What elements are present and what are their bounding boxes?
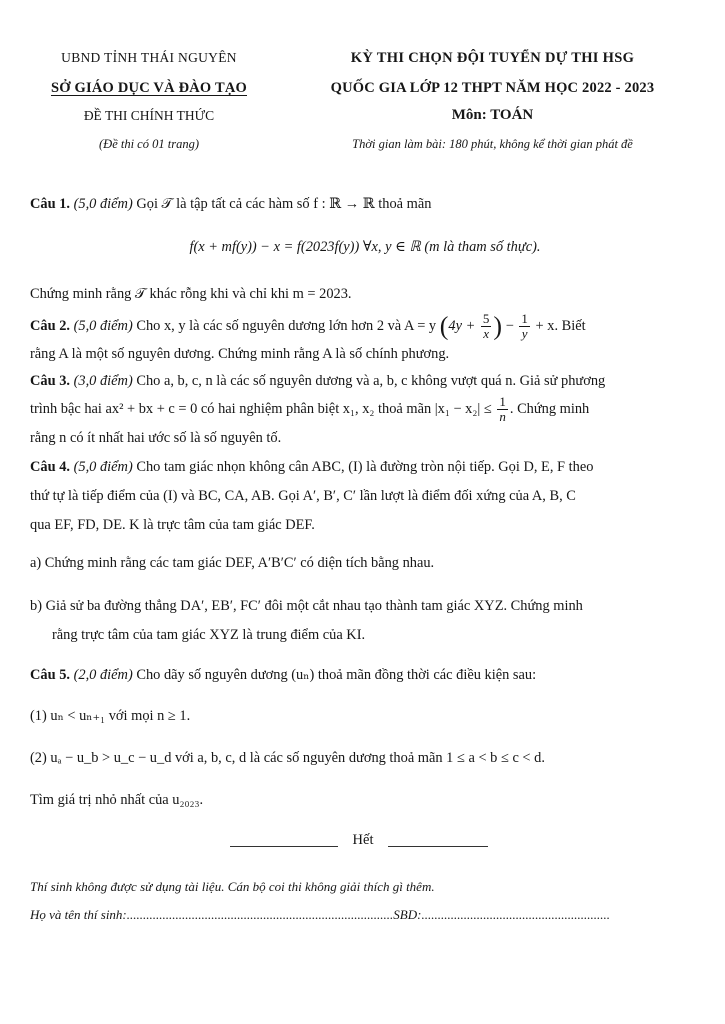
question-3-line2: trình bậc hai ax² + bx + c = 0 có hai nghiệm phân biệt x₁, x₂ thoả mãn |x₁ − x₂| ≤ $\frac{1}{n}$ . Chứng minh bbox=[30, 394, 590, 425]
header-duration: Thời gian làm bài: 180 phút, không kể thời gian phát đề bbox=[352, 137, 633, 151]
header-province: UBND TỈNH THÁI NGUYÊN bbox=[61, 50, 237, 65]
question-4-part-b-line2: rằng trực tâm của tam giác XYZ là trung điểm của KI. bbox=[52, 627, 366, 643]
question-1-points: (5,0 điểm) bbox=[73, 196, 133, 212]
header-exam-title: KỲ THI CHỌN ĐỘI TUYỂN DỰ THI HSG bbox=[350, 50, 635, 66]
fraction-1-over-y: $\frac{1}{y}$ bbox=[521, 311, 528, 342]
question-3-line3: rằng n có ít nhất hai ước số là số nguyên tố. bbox=[30, 430, 282, 446]
end-mark: Hết bbox=[352, 832, 374, 848]
question-1-conclusion: Chứng minh rằng 𝒯 khác rỗng khi và chỉ khi m = 2023. bbox=[30, 286, 352, 302]
question-3-label: Câu 3. bbox=[30, 373, 70, 389]
question-4-line3: qua EF, FD, DE. K là trực tâm của tam giác DEF. bbox=[30, 517, 315, 533]
question-5-ask: Tìm giá trị nhỏ nhất của u₂₀₂₃. bbox=[30, 792, 204, 808]
question-3-points: (3,0 điểm) bbox=[73, 373, 133, 389]
question-2-line1: Câu 2. (5,0 điểm) Cho x, y là các số nguyên dương lớn hơn 2 và A = y (4y + $\frac{5}{x}$ ) − $\frac{1}{y}$ + x. Biết bbox=[30, 311, 586, 342]
question-4-part-a: a) Chứng minh rằng các tam giác DEF, A′B′C′ có diện tích bằng nhau. bbox=[30, 555, 435, 571]
header-page-count: (Đề thi có 01 trang) bbox=[99, 137, 199, 151]
header-subject: Môn: TOÁN bbox=[451, 107, 534, 123]
question-4-line1: Câu 4. (5,0 điểm) Cho tam giác nhọn không cân ABC, (I) là đường tròn nội tiếp. Gọi D, E, F theo bbox=[30, 459, 594, 475]
candidate-sbd-label: SBD: bbox=[393, 907, 422, 922]
question-4-line2: thứ tự là tiếp điểm của (I) và BC, CA, AB. Gọi A′, B′, C′ lần lượt là điểm đối xứng của A, B, C bbox=[30, 488, 576, 504]
header-department: SỞ GIÁO DỤC VÀ ĐÀO TẠO bbox=[50, 80, 247, 96]
end-rule-right bbox=[388, 846, 488, 847]
question-4-label: Câu 4. bbox=[30, 459, 70, 475]
question-3-line1: Câu 3. (3,0 điểm) Cho a, b, c, n là các số nguyên dương và a, b, c không vượt quá n. Giả sử phương bbox=[30, 373, 606, 389]
end-rule-left bbox=[230, 846, 338, 847]
question-1-equation: f(x + mf(y)) − x = f(2023f(y)) ∀x, y ∈ ℝ (m là tham số thực). bbox=[189, 239, 541, 255]
question-5-label: Câu 5. bbox=[30, 667, 70, 683]
question-2-label: Câu 2. bbox=[30, 318, 70, 334]
header-exam-subtitle: QUỐC GIA LỚP 12 THPT NĂM HỌC 2022 - 2023 bbox=[330, 80, 655, 96]
question-5-condition-1: (1) uₙ < uₙ₊₁ với mọi n ≥ 1. bbox=[30, 708, 191, 724]
question-2-line2: rằng A là một số nguyên dương. Chứng minh rằng A là số chính phương. bbox=[30, 346, 450, 362]
candidate-name-dots: .................................................................................. bbox=[126, 907, 394, 922]
footer-note: Thí sinh không được sử dụng tài liệu. Cán bộ coi thi không giải thích gì thêm. bbox=[30, 879, 435, 894]
candidate-name-label: Họ và tên thí sinh: bbox=[30, 907, 127, 922]
question-4-part-b-line1: b) Giả sử ba đường thẳng DA′, EB′, FC′ đôi một cắt nhau tạo thành tam giác XYZ. Chứng minh bbox=[30, 598, 583, 614]
question-2-points: (5,0 điểm) bbox=[73, 318, 133, 334]
fraction-1-over-n: $\frac{1}{n}$ bbox=[499, 394, 506, 425]
question-4-points: (5,0 điểm) bbox=[73, 459, 133, 475]
question-5-intro: Câu 5. (2,0 điểm) Cho dãy số nguyên dương (uₙ) thoả mãn đồng thời các điều kiện sau: bbox=[30, 667, 537, 683]
question-5-points: (2,0 điểm) bbox=[73, 667, 133, 683]
footer-candidate-line bbox=[30, 907, 700, 923]
question-1-text: Gọi 𝒯 là tập tất cả các hàm số f : ℝ → ℝ thoả mãn bbox=[136, 196, 432, 212]
question-1-label: Câu 1. bbox=[30, 196, 70, 212]
fraction-5-over-x: $\frac{5}{x}$ bbox=[482, 311, 490, 342]
header-official: ĐỀ THI CHÍNH THỨC bbox=[83, 108, 215, 123]
question-5-condition-2: (2) uₐ − u_b > u_c − u_d với a, b, c, d là các số nguyên dương thoả mãn 1 ≤ a < b ≤ c < d. bbox=[30, 750, 545, 766]
candidate-sbd-dots: .......................................................... bbox=[421, 907, 610, 922]
question-1-intro bbox=[30, 189, 700, 219]
